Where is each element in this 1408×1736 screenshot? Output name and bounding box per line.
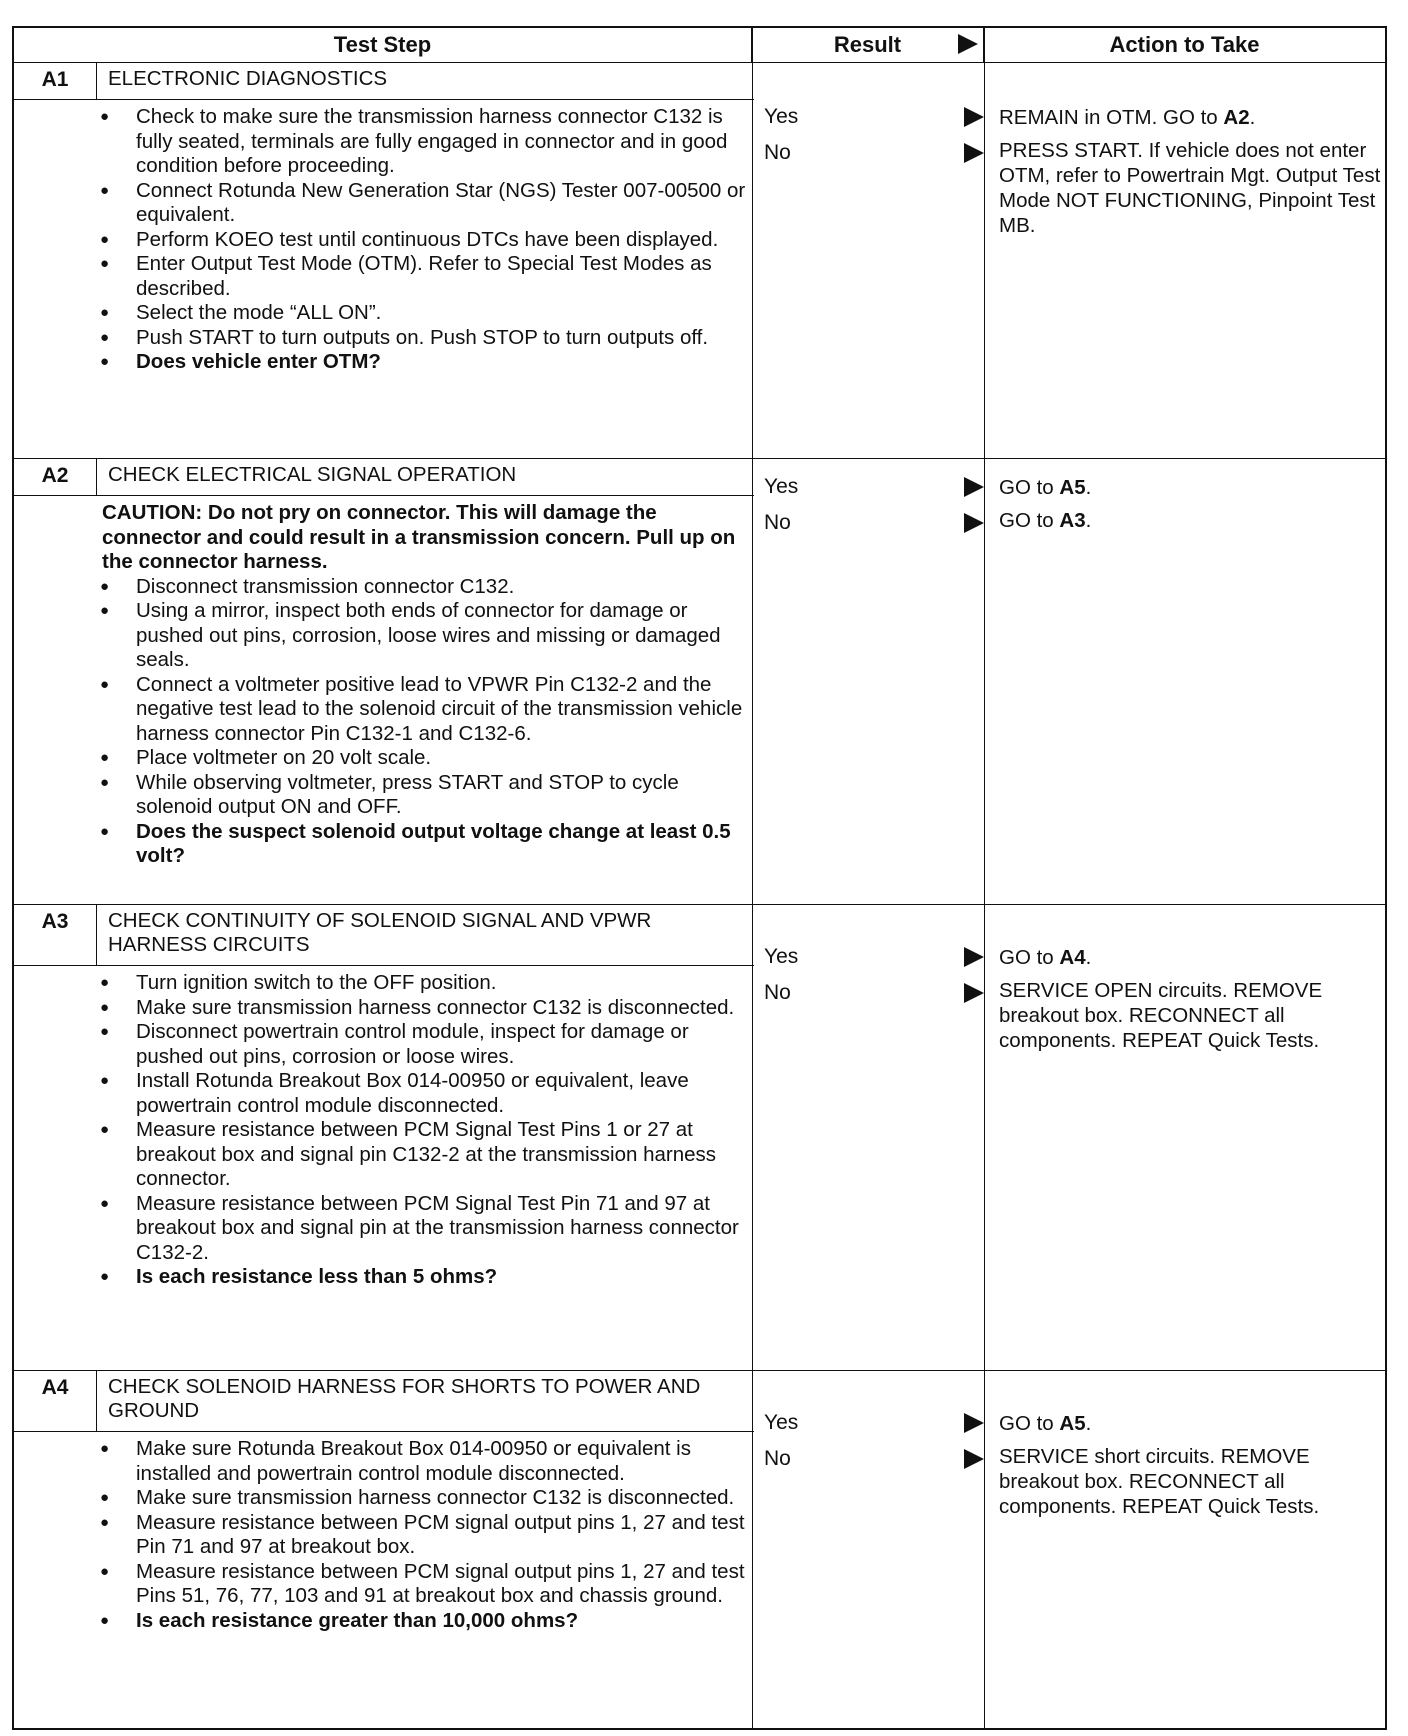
step-bullet: ● Turn ignition switch to the OFF position. [98,971,750,996]
step-bullet: ● While observing voltmeter, press START and STOP to cycle solenoid output ON and OFF. [98,771,750,820]
step-bullet: ● Enter Output Test Mode (OTM). Refer to Special Test Modes as described. [98,252,750,301]
result-no [764,135,964,171]
step-bullet: ● Place voltmeter on 20 volt scale. [98,746,750,771]
step-bullet: ● Perform KOEO test until continuous DTCs have been displayed. [98,228,750,253]
result-label: Yes [764,105,799,128]
action-body: GO to [999,1412,1060,1435]
action-step-ref: A3 [1059,509,1086,532]
action-column [999,1411,1384,1527]
action-text [999,978,1384,1053]
action-text [999,138,1384,238]
result-no [764,1441,964,1477]
action-body: GO to [999,476,1060,499]
action-body: REMAIN in OTM. GO to [999,106,1224,129]
arrow-right-icon [964,143,984,163]
step-bullet: ● Install Rotunda Breakout Box 014-00950 or equivalent, leave powertrain control module disconnected. [98,1069,750,1118]
arrow-right-icon [964,1449,984,1469]
arrow-right-icon [964,1413,984,1433]
result-yes [764,469,964,505]
action-step-ref: A5 [1059,1412,1086,1435]
arrow-right-icon [964,983,984,1003]
step-title: ELECTRONIC DIAGNOSTICS [108,67,388,90]
caution-text: CAUTION: Do not pry on connector. This will damage the connector and could result in a transmission concern. Pull up on the connector harness. [102,501,736,573]
action-tail: . [1249,106,1256,129]
result-yes [764,1405,964,1441]
step-id: A4 [41,1376,69,1399]
step-bullet: ● Check to make sure the transmission harness connector C132 is fully seated, terminals are fully engaged in connector and in good condition before proceeding. [98,105,750,179]
result-column [764,469,964,541]
step-body [98,1437,750,1633]
action-step-ref: A2 [1223,106,1250,129]
result-label: Yes [764,475,799,498]
header-result-label: Result [833,32,902,57]
step-title: CHECK SOLENOID HARNESS FOR SHORTS TO POWER AND GROUND [108,1375,701,1422]
arrow-right-icon [964,107,984,127]
header-result [752,28,984,62]
title-underline [14,99,754,100]
action-body: SERVICE short circuits. REMOVE breakout box. RECONNECT all components. REPEAT Quick Tests. [999,1445,1320,1518]
action-tail: . [1085,946,1092,969]
result-label: No [764,141,791,164]
step-bullet: ● Measure resistance between PCM signal output pins 1, 27 and test Pins 51, 76, 77, 103 and 91 at breakout box and chassis ground. [98,1560,750,1609]
id-cell-divider [96,1370,97,1431]
action-column [999,945,1384,1061]
action-text [999,508,1384,533]
arrow-right-icon [964,513,984,533]
action-column [999,105,1384,246]
step-title: CHECK ELECTRICAL SIGNAL OPERATION [108,463,517,486]
arrow-right-icon [964,947,984,967]
result-label: Yes [764,945,799,968]
result-label: No [764,1447,791,1470]
step-bullet: ● Make sure transmission harness connector C132 is disconnected. [98,1486,750,1511]
step-bullet: ● Using a mirror, inspect both ends of connector for damage or pushed out pins, corrosion, loose wires and missing or damaged seals. [98,599,750,673]
result-label: No [764,511,791,534]
step-id: A2 [41,464,69,487]
header-action: Action to Take [1109,32,1260,57]
id-cell-divider [96,458,97,495]
title-underline [14,1431,754,1432]
step-bullet: ● Disconnect powertrain control module, inspect for damage or pushed out pins, corrosion or loose wires. [98,1020,750,1069]
step-bullet: ● Is each resistance greater than 10,000 ohms? [98,1609,750,1634]
step-bullet: ● Make sure transmission harness connector C132 is disconnected. [98,996,750,1021]
title-underline [14,965,754,966]
test-table [12,26,1387,1730]
result-yes [764,939,964,975]
step-title: CHECK CONTINUITY OF SOLENOID SIGNAL AND VPWR HARNESS CIRCUITS [108,909,652,956]
step-bullet: ● Measure resistance between PCM Signal Test Pin 71 and 97 at breakout box and signal pin at the transmission harness connector C132-2. [98,1192,750,1266]
result-column [764,939,964,1011]
step-id: A1 [41,68,69,91]
result-yes [764,99,964,135]
id-cell-divider [96,62,97,99]
result-arrow-icon [958,34,978,54]
step-bullet: ● Select the mode “ALL ON”. [98,301,750,326]
step-bullet: ● Make sure Rotunda Breakout Box 014-00950 or equivalent is installed and powertrain control module disconnected. [98,1437,750,1486]
step-bullet: ● Does the suspect solenoid output voltage change at least 0.5 volt? [98,820,750,869]
action-body: GO to [999,509,1060,532]
id-cell-divider [96,904,97,965]
result-no [764,505,964,541]
step-bullet: ● Connect a voltmeter positive lead to VPWR Pin C132-2 and the negative test lead to the solenoid circuit of the transmission vehicle harness connector Pin C132-1 and C132-6. [98,673,750,747]
action-text [999,105,1384,130]
action-text [999,1444,1384,1519]
action-step-ref: A4 [1059,946,1086,969]
step-bullet: ● Measure resistance between PCM signal output pins 1, 27 and test Pin 71 and 97 at breakout box. [98,1511,750,1560]
column-divider-action [984,28,985,1728]
action-body: PRESS START. If vehicle does not enter OTM, refer to Powertrain Mgt. Output Test Mode NOT FUNCTIONING, Pinpoint Test MB. [999,139,1381,237]
action-text [999,1411,1384,1436]
action-body: GO to [999,946,1060,969]
step-bullet: ● Connect Rotunda New Generation Star (NGS) Tester 007-00500 or equivalent. [98,179,750,228]
step-bullet: ● Does vehicle enter OTM? [98,350,750,375]
action-column [999,475,1384,541]
action-text [999,475,1384,500]
result-column [764,1405,964,1477]
result-label: Yes [764,1411,799,1434]
action-tail: . [1085,1412,1092,1435]
column-divider-result [752,28,753,1728]
header-test-step: Test Step [14,28,752,62]
step-body [98,971,750,1290]
step-bullet: ● Disconnect transmission connector C132. [98,575,750,600]
action-tail: . [1085,509,1092,532]
step-body [98,501,750,869]
result-no [764,975,964,1011]
step-bullet: ● Measure resistance between PCM Signal Test Pins 1 or 27 at breakout box and signal pin C132-2 at the transmission harness connector. [98,1118,750,1192]
step-id: A3 [41,910,69,933]
step-bullet: ● Is each resistance less than 5 ohms? [98,1265,750,1290]
action-step-ref: A5 [1059,476,1086,499]
action-body: SERVICE OPEN circuits. REMOVE breakout box. RECONNECT all components. REPEAT Quick Tests. [999,979,1323,1052]
result-column [764,99,964,171]
action-tail: . [1085,476,1092,499]
step-body [98,105,750,375]
action-text [999,945,1384,970]
result-label: No [764,981,791,1004]
title-underline [14,495,754,496]
arrow-right-icon [964,477,984,497]
step-bullet: ● Push START to turn outputs on. Push STOP to turn outputs off. [98,326,750,351]
